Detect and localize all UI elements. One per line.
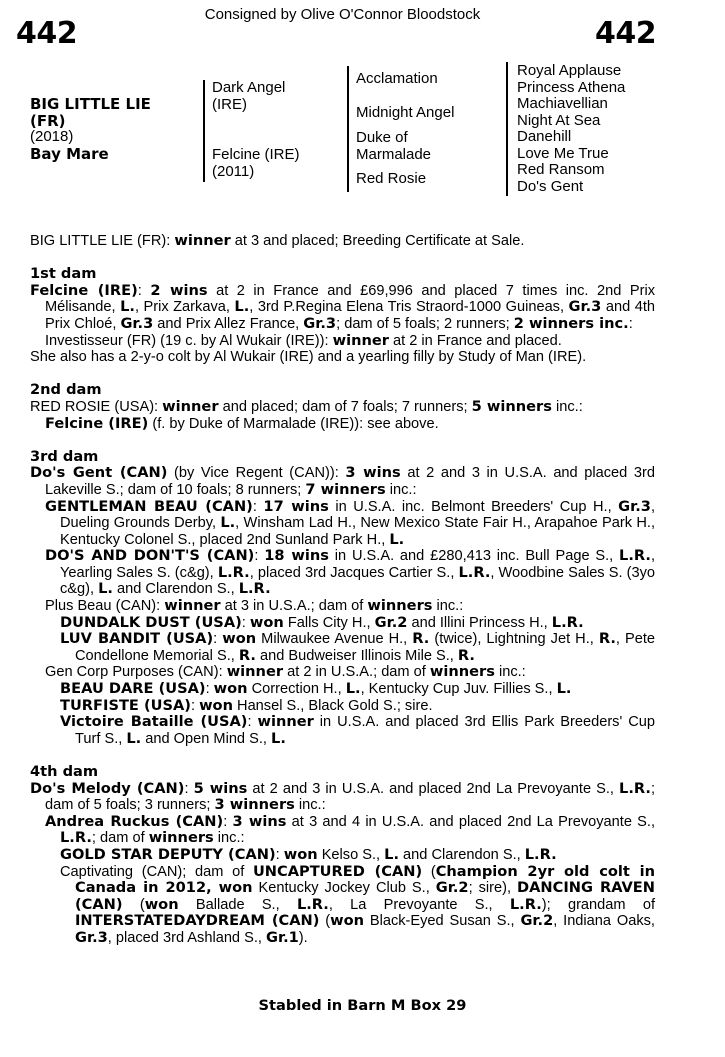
third-dam-grandproduce: DUNDALK DUST (USA): won Falls City H., Gr.2 and Illini Princess H., L.R. <box>60 613 584 631</box>
pedigree-sire-dam: Midnight Angel <box>356 104 455 121</box>
stabling-info: Stabled in Barn M Box 29 <box>258 997 467 1014</box>
third-dam-grandproduce: LUV BANDIT (USA): won Milwaukee Avenue H., R. (twice), Lightning Jet H., R., Pete Condellone Memorial S., R. and Budweiser Illinois Mile S., R. <box>60 630 655 664</box>
first-dam-produce: Investisseur (FR) (19 c. by Al Wukair (IRE)): winner at 2 in France and placed. <box>45 331 562 349</box>
second-dam-heading: 2nd dam <box>30 381 102 399</box>
third-dam-entry: Do's Gent (CAN) (by Vice Regent (CAN)): 3 wins at 2 and 3 in U.S.A. and placed 3rd Lakeville S.; dam of 10 foals; 8 runners; 7 winners inc.: <box>30 464 655 498</box>
horse-block <box>30 96 151 162</box>
dam-year: (2011) <box>212 162 255 180</box>
gen3-item: Machiavellian <box>517 95 608 112</box>
fourth-dam-entry: Do's Melody (CAN): 5 wins at 2 and 3 in U.S.A. and placed 2nd La Prevoyante S., L.R.; dam of 5 foals; 3 runners; 3 winners inc.: <box>30 779 655 814</box>
lot-number-left: 442 <box>16 16 78 51</box>
intro-paragraph: BIG LITTLE LIE (FR): winner at 3 and placed; Breeding Certificate at Sale. <box>30 232 525 249</box>
dam-sire-line1: Duke of <box>356 129 408 146</box>
first-dam-note: She also has a 2-y-o colt by Al Wukair (IRE) and a yearling filly by Study of Man (IRE). <box>30 349 587 366</box>
sire-country: (IRE) <box>212 95 247 113</box>
fourth-dam-heading: 4th dam <box>30 763 99 780</box>
pedigree-sire-sire: Acclamation <box>356 70 438 87</box>
horse-sex: Bay Mare <box>30 144 109 163</box>
pedigree-divider-2 <box>347 66 349 192</box>
lot-number-right: 442 <box>595 16 657 51</box>
gen3-item: Princess Athena <box>517 78 626 96</box>
pedigree-dam-dam: Red Rosie <box>356 170 427 187</box>
fourth-dam-grandproduce: Captivating (CAN); dam of UNCAPTURED (CAN) (Champion 2yr old colt in Canada in 2012, won Kentucky Jockey Club S., Gr.2; sire), DANCING RAVEN (CAN) (won Ballade S., L.R., La Prevoyante S., L.R.); grandam of INTERSTATEDAYDREAM (CAN) (won Black-Eyed Susan S., Gr.2, Indiana Oaks, Gr.3, placed 3rd Ashland S., Gr.1). <box>60 862 655 946</box>
third-dam-produce: DO'S AND DON'T'S (CAN): 18 wins in U.S.A. and £280,413 inc. Bull Page S., L.R., Yearling Sales S. (c&g), L.R., placed 3rd Jacques Cartier S., L.R., Woodbine Sales S. (3yo c&g), L. and Clarendon S., L.R. <box>45 547 656 598</box>
dam-name: Felcine (IRE) <box>212 146 300 163</box>
consignor: Consigned by Olive O'Connor Bloodstock <box>204 6 481 23</box>
pedigree-sire <box>212 80 285 113</box>
third-dam-produce: Plus Beau (CAN): winner at 3 in U.S.A.; dam of winners inc.: <box>45 597 464 615</box>
second-dam-entry: RED ROSIE (USA): winner and placed; dam of 7 foals; 7 runners; 5 winners inc.: <box>30 397 583 415</box>
fourth-dam-produce: Andrea Ruckus (CAN): 3 wins at 3 and 4 in U.S.A. and placed 2nd La Prevoyante S., L.R.; dam of winners inc.: <box>45 812 656 847</box>
third-dam-grandproduce: TURFISTE (USA): won Hansel S., Black Gold S.; sire. <box>60 696 433 714</box>
third-dam-produce: GENTLEMAN BEAU (CAN): 17 wins in U.S.A. inc. Belmont Breeders' Cup H., Gr.3, Dueling Grounds Derby, L., Winsham Lad H., New Mexico State Fair H., Arapahoe Park H., Kentucky Colonel S., placed 2nd Sunland Park H., L. <box>45 497 656 548</box>
third-dam-grandproduce: BEAU DARE (USA): won Correction H., L., Kentucky Cup Juv. Fillies S., L. <box>60 680 572 698</box>
third-dam-heading: 3rd dam <box>30 447 99 465</box>
horse-year: (2018) <box>30 128 74 145</box>
dam-sire-line2: Marmalade <box>356 145 432 163</box>
gen3-item: Royal Applause <box>517 62 622 79</box>
gen3-item: Red Ransom <box>517 161 605 178</box>
catalogue-text <box>30 233 655 947</box>
first-dam-heading: 1st dam <box>30 265 97 283</box>
gen3-item: Do's Gent <box>517 177 584 195</box>
horse-name: BIG LITTLE LIE <box>30 95 151 113</box>
second-dam-produce: Felcine (IRE) (f. by Duke of Marmalade (IRE)): see above. <box>45 414 439 432</box>
pedigree-dam <box>212 147 300 180</box>
third-dam-produce: Gen Corp Purposes (CAN): winner at 2 in U.S.A.; dam of winners inc.: <box>45 663 526 681</box>
sire-name: Dark Angel <box>212 79 286 96</box>
first-dam-entry: Felcine (IRE): 2 wins at 2 in France and £69,996 and placed 7 times inc. 2nd Prix Mélisande, L., Prix Zarkava, L., 3rd P.Regina Elena Tris Straord-1000 Guineas, Gr.3 and 4th Prix Chloé, Gr.3 and Prix Allez France, Gr.3; dam of 5 foals; 2 runners; 2 winners inc.: <box>30 281 656 332</box>
gen3-item: Night At Sea <box>517 111 601 129</box>
third-dam-grandproduce: Victoire Bataille (USA): winner in U.S.A. and placed 3rd Ellis Park Breeders' Cup Turf S., L. and Open Mind S., L. <box>60 713 655 747</box>
gen3-item: Danehill <box>517 128 572 145</box>
gen3-item: Love Me True <box>517 144 609 162</box>
horse-country: (FR) <box>30 111 66 130</box>
pedigree-gen3 <box>517 63 625 195</box>
pedigree-divider-1 <box>203 80 205 182</box>
pedigree-dam-sire <box>356 130 431 163</box>
pedigree-divider-3 <box>506 62 508 196</box>
fourth-dam-grandproduce: GOLD STAR DEPUTY (CAN): won Kelso S., L. and Clarendon S., L.R. <box>60 845 557 863</box>
